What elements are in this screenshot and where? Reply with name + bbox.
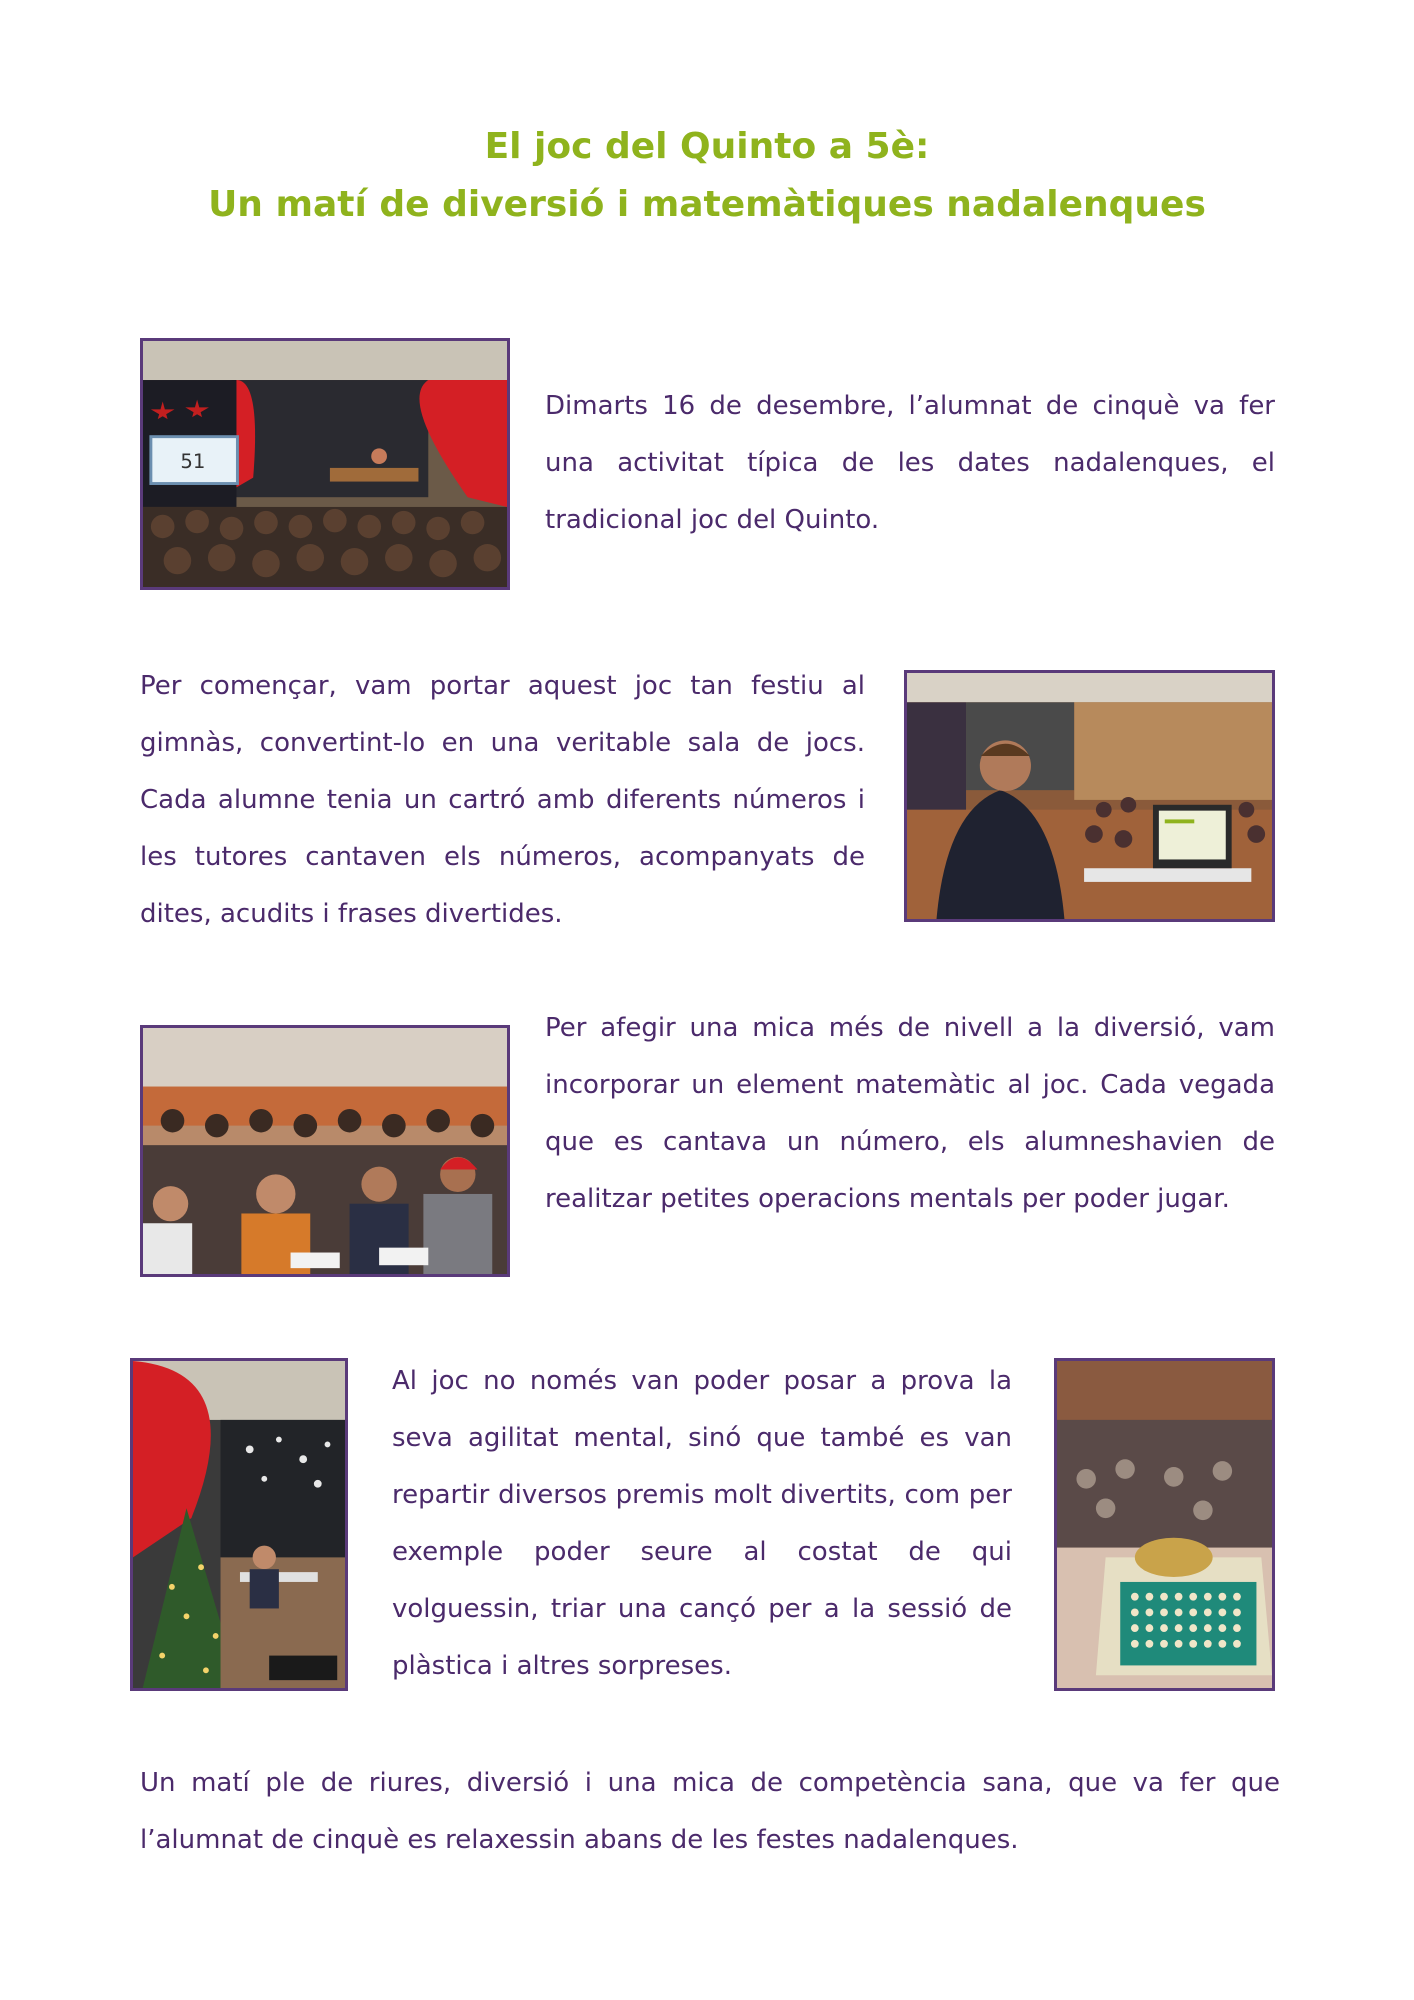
screen-number: 51	[180, 449, 206, 473]
paragraph-intro: Dimarts 16 de desembre, l’alumnat de cinquè va fer una activitat típica de les dates nadalenques, el tradicional joc del Quinto.	[545, 391, 1275, 535]
photo-bingo-machine	[1054, 1358, 1275, 1691]
paragraph-gym: Per començar, vam portar aquest joc tan festiu al gimnàs, convertint-lo en una veritable sala de jocs. Cada alumne tenia un cartró amb diferents números i les tutores cantaven els números, acompanyats de dites, acudits i frases divertides.	[140, 671, 865, 929]
photo-auditorium-stage	[140, 338, 510, 590]
paragraph-math: Per afegir una mica més de nivell a la diversió, vam incorporar un element matemàtic al joc. Cada vegada que es cantava un número, els alumneshavien de realitzar petites operacions mentals per poder jugar.	[545, 1013, 1275, 1214]
photo-presenter-laptop	[904, 670, 1275, 922]
title-line-1: El joc del Quinto a 5è:	[484, 126, 930, 167]
paragraph-closing: Un matí ple de riures, diversió i una mica de competència sana, que va fer que l’alumnat de cinquè es relaxessin abans de les festes nadalenques.	[140, 1768, 1280, 1855]
paragraph-prizes: Al joc no només van poder posar a prova la seva agilitat mental, sinó que també es van repartir diversos premis molt divertits, com per exemple poder seure al costat de qui volguessin, triar una cançó per a la sessió de plàstica i altres sorpreses.	[392, 1366, 1012, 1681]
photo-students-cards	[140, 1025, 510, 1277]
photo-christmas-tree-stage	[130, 1358, 348, 1691]
title-line-2: Un matí de diversió i matemàtiques nadalenques	[208, 184, 1206, 225]
